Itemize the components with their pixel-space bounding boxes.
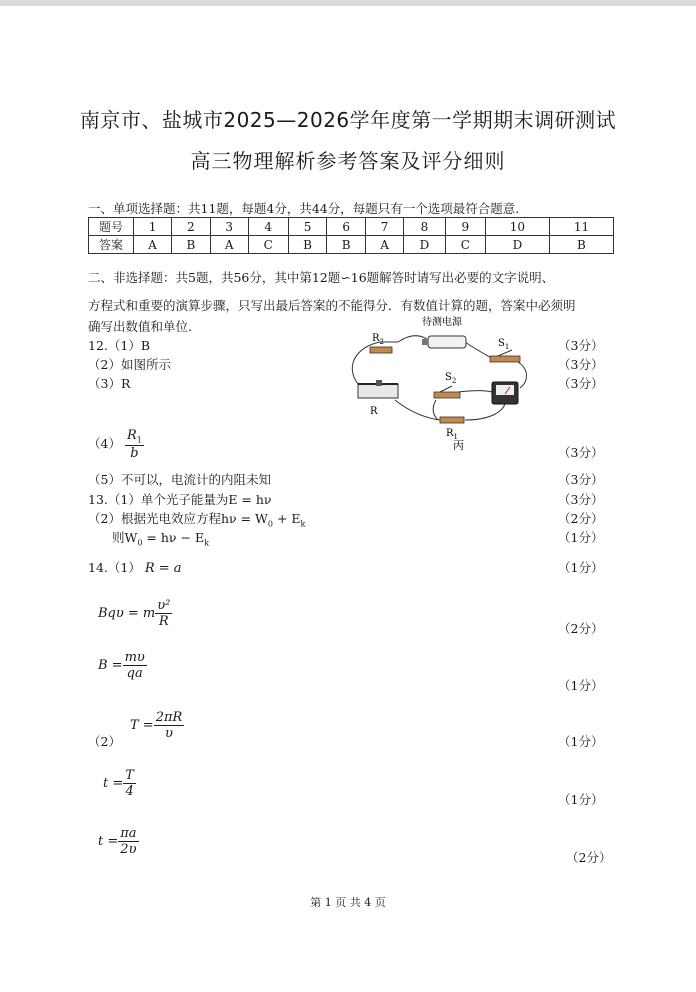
q14-eq4-num: 2πR: [155, 710, 183, 725]
score-12-5: （3分）: [558, 472, 604, 487]
q12-part4-num: R: [126, 428, 137, 443]
figure-caption: 丙: [453, 439, 464, 452]
rheostat-icon: [358, 384, 398, 398]
question-number-cell: 3: [210, 218, 248, 236]
section1-heading: 一、单项选择题：共11题，每题4分，共44分，每题只有一个选项最符合题意.: [88, 201, 520, 216]
label-r2: $R_2$: [372, 333, 384, 346]
q13-part2-sub: 0: [267, 519, 273, 529]
q14-eq2: [98, 598, 172, 629]
question-number-cell: 4: [248, 218, 288, 236]
wire: [465, 404, 505, 420]
answer-cell: C: [445, 236, 485, 254]
score-12-1: （3分）: [558, 338, 604, 353]
q13-part3-tail: = hν − E: [142, 530, 205, 545]
q14-eq6: [98, 826, 139, 857]
wire: [433, 400, 438, 420]
table-row-questions: [89, 218, 614, 236]
circuit-diagram: [340, 312, 540, 458]
answer-cell: D: [404, 236, 446, 254]
q13-part3-tail-sub: k: [204, 538, 209, 548]
question-number-cell: 8: [404, 218, 446, 236]
q12-part2: （2）如图所示: [88, 357, 171, 372]
question-number-cell: 7: [366, 218, 404, 236]
page-title: 南京市、盐城市2025—2026学年度第一学期期末调研测试: [79, 108, 617, 132]
answer-cell: B: [288, 236, 327, 254]
top-border: [0, 0, 696, 6]
q13-part3-text: 则W: [112, 530, 138, 545]
question-number-cell: 10: [485, 218, 549, 236]
q14-eq5: [103, 768, 136, 799]
label-s1: $S_1$: [498, 338, 510, 351]
q14-eq4-lhs: T =: [130, 718, 154, 733]
q14-eq3-lhs: B =: [98, 658, 123, 673]
answer-table: [88, 217, 614, 254]
question-number-cell: 5: [288, 218, 327, 236]
question-number-cell: 6: [327, 218, 366, 236]
q14-eq2-num: υ²: [157, 598, 171, 613]
q14-eq2-den: R: [158, 614, 169, 629]
q14-eq6-fraction: [118, 826, 138, 857]
score-14-4: （1分）: [558, 734, 604, 749]
answer-cell: A: [134, 236, 172, 254]
score-12-4: （3分）: [558, 445, 604, 460]
battery-terminal: [422, 339, 428, 345]
section2-intro-line2: 方程式和重要的演算步骤，只写出最后答案的不能得分．有数值计算的题，答案中必须明: [88, 298, 576, 313]
table-header-cell: 答案: [89, 236, 134, 254]
page-subtitle: 高三物理解析参考答案及评分细则: [190, 149, 506, 173]
question-number-cell: 1: [134, 218, 172, 236]
q14-part2-label: （2）: [88, 734, 121, 749]
rheostat-slider: [376, 380, 382, 386]
question-number-cell: 11: [549, 218, 613, 236]
switch-s2-lever: [440, 386, 452, 392]
answer-cell: C: [248, 236, 288, 254]
q12-part4-num-sub: 1: [136, 435, 142, 445]
score-14-2: （2分）: [558, 621, 604, 636]
q14-eq3-fraction: [123, 650, 147, 681]
q14-eq2-lhs: Bqυ = m: [98, 606, 156, 621]
score-14-6: （2分）: [566, 850, 612, 865]
q14-eq4-fraction: [154, 710, 185, 741]
q12-part5: （5）不可以，电流计的内阻未知: [88, 472, 271, 487]
q12-part4-den: b: [130, 445, 139, 461]
q14-part1: [88, 558, 182, 576]
q12-part4-label: （4）: [88, 435, 121, 451]
q13-part2-text: （2）根据光电效应方程hν = W: [88, 511, 268, 526]
table-row-answers: [89, 236, 614, 254]
q14-eq4-den: υ: [165, 726, 173, 741]
answer-cell: B: [172, 236, 211, 254]
resistor-r2-icon: [370, 347, 392, 353]
label-s2: $S_2$: [445, 372, 457, 385]
question-number-cell: 9: [445, 218, 485, 236]
answer-cell: D: [485, 236, 549, 254]
section2-intro-line1: 二、非选择题：共5题，共56分，其中第12题∽16题解答时请写出必要的文字说明、: [88, 270, 555, 285]
wire: [518, 362, 527, 388]
score-13-3: （1分）: [558, 530, 604, 545]
switch-s2-icon: [434, 392, 460, 398]
q14-eq3-num: mυ: [124, 650, 145, 665]
battery-icon: [428, 336, 466, 348]
section2-intro-line3: 确写出数值和单位.: [88, 319, 192, 334]
q14-eq1: R = a: [144, 561, 182, 576]
answer-cell: A: [210, 236, 248, 254]
q14-eq6-den: 2υ: [120, 842, 137, 857]
q14-part1-label: 14.（1）: [88, 560, 141, 575]
q12-part4: [88, 428, 144, 461]
answer-cell: B: [327, 236, 366, 254]
table-header-cell: 题号: [89, 218, 134, 236]
score-13-1: （3分）: [558, 492, 604, 507]
page-footer: 第 1 页 共 4 页: [310, 896, 386, 909]
q12-part1: 12.（1）B: [88, 338, 151, 353]
q12-part4-fraction: [125, 428, 144, 461]
q14-eq2-fraction: [155, 598, 172, 629]
q14-eq6-num: πa: [120, 826, 137, 841]
q13-part3-sub: 0: [137, 538, 143, 548]
switch-s1-icon: [490, 356, 520, 362]
label-source: 待测电源: [422, 317, 462, 328]
q14-eq6-lhs: t =: [98, 834, 119, 849]
q13-part3: [112, 528, 209, 548]
q13-part2-tail-sub: k: [300, 519, 306, 529]
q14-eq3-den: qa: [126, 666, 143, 681]
score-14-3: （1分）: [558, 678, 604, 693]
q13-part2: [88, 509, 305, 529]
label-r: R: [370, 406, 378, 417]
score-12-2: （3分）: [558, 357, 604, 372]
wire: [458, 391, 492, 393]
q13-part1: 13.（1）单个光子能量为E = hν: [88, 492, 272, 507]
q12-part3: （3）R: [88, 376, 131, 391]
score-12-3: （3分）: [558, 376, 604, 391]
resistor-r1-icon: [440, 417, 464, 423]
q14-eq3: [98, 650, 147, 681]
q14-eq5-den: 4: [125, 784, 134, 799]
score-14-5: （1分）: [558, 792, 604, 807]
q14-eq5-fraction: [123, 768, 136, 799]
q14-eq4: [130, 710, 184, 741]
q14-eq5-num: T: [125, 768, 134, 783]
label-r1: $R_1$: [446, 428, 458, 441]
answer-cell: A: [366, 236, 404, 254]
q13-part2-tail: + E: [272, 511, 301, 526]
score-13-2: （2分）: [558, 511, 604, 526]
answer-cell: B: [549, 236, 613, 254]
question-number-cell: 2: [172, 218, 211, 236]
q14-eq5-lhs: t =: [103, 776, 124, 791]
score-14-1: （1分）: [558, 560, 604, 575]
